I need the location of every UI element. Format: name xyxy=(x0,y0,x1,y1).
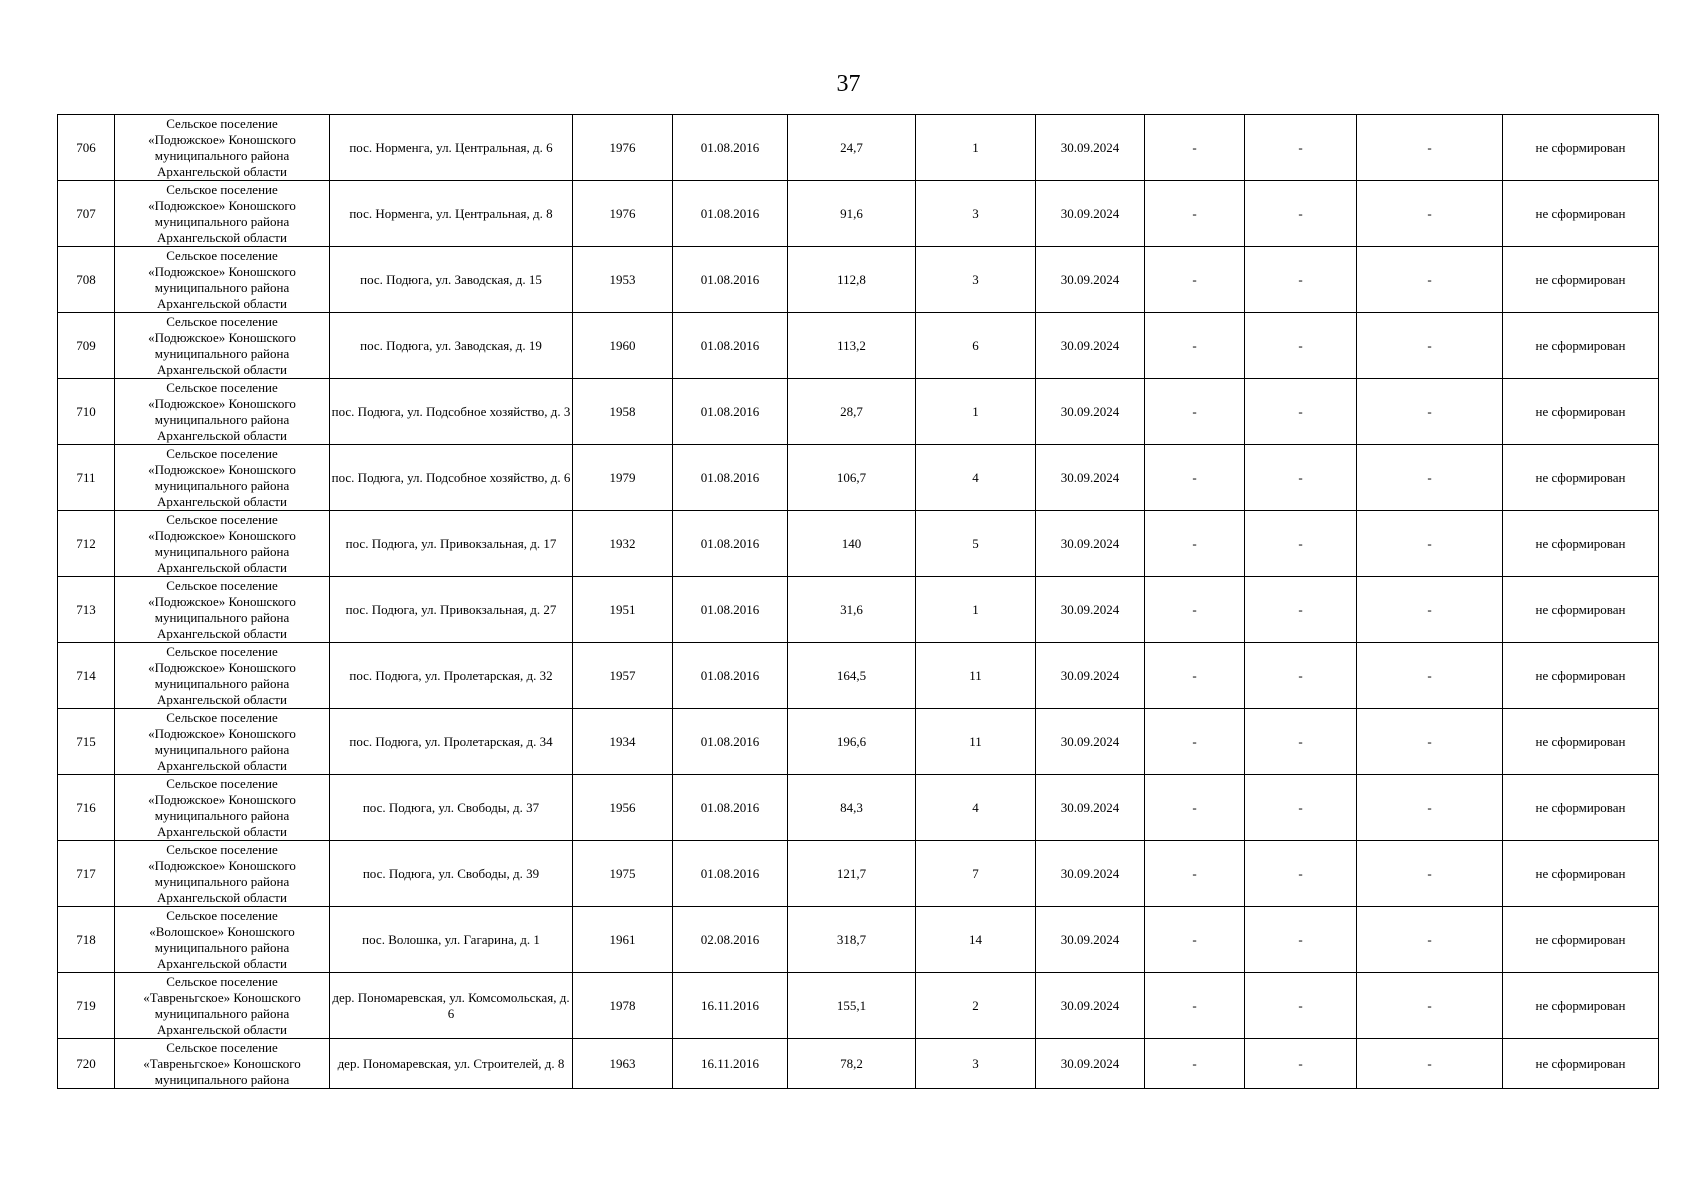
resettlement-deadline-cell: 30.09.2024 xyxy=(1036,775,1145,841)
resettlement-deadline-cell: 30.09.2024 xyxy=(1036,313,1145,379)
dash-cell: - xyxy=(1145,907,1245,973)
resettlement-deadline-cell: 30.09.2024 xyxy=(1036,973,1145,1039)
dash-cell: - xyxy=(1145,115,1245,181)
resettlement-deadline-cell: 30.09.2024 xyxy=(1036,445,1145,511)
dash-cell: - xyxy=(1245,775,1357,841)
year-built-cell: 1932 xyxy=(573,511,673,577)
dash-cell: - xyxy=(1145,709,1245,775)
table-row xyxy=(58,973,1659,1039)
row-number: 718 xyxy=(58,907,115,973)
residents-cell: 1 xyxy=(916,577,1036,643)
dash-cell: - xyxy=(1245,1039,1357,1089)
area-cell: 196,6 xyxy=(788,709,916,775)
dash-cell: - xyxy=(1245,445,1357,511)
resettlement-deadline-cell: 30.09.2024 xyxy=(1036,643,1145,709)
table-row xyxy=(58,115,1659,181)
year-built-cell: 1976 xyxy=(573,115,673,181)
dash-cell: - xyxy=(1245,247,1357,313)
settlement-cell: Сельское поселение «Волошское» Коношского муниципального района Архангельской области xyxy=(115,907,330,973)
table-row xyxy=(58,181,1659,247)
year-built-cell: 1934 xyxy=(573,709,673,775)
dash-cell: - xyxy=(1245,709,1357,775)
dash-cell: - xyxy=(1357,643,1503,709)
residents-cell: 3 xyxy=(916,181,1036,247)
dash-cell: - xyxy=(1245,973,1357,1039)
status-cell: не сформирован xyxy=(1503,643,1659,709)
dash-cell: - xyxy=(1357,1039,1503,1089)
table-row xyxy=(58,313,1659,379)
dash-cell: - xyxy=(1357,907,1503,973)
year-built-cell: 1953 xyxy=(573,247,673,313)
year-built-cell: 1963 xyxy=(573,1039,673,1089)
resettlement-deadline-cell: 30.09.2024 xyxy=(1036,379,1145,445)
residents-cell: 3 xyxy=(916,1039,1036,1089)
settlement-cell: Сельское поселение «Подюжское» Коношского муниципального района Архангельской области xyxy=(115,247,330,313)
row-number: 710 xyxy=(58,379,115,445)
table-row xyxy=(58,511,1659,577)
dash-cell: - xyxy=(1245,643,1357,709)
settlement-cell: Сельское поселение «Подюжское» Коношского муниципального района Архангельской области xyxy=(115,709,330,775)
recognition-date-cell: 01.08.2016 xyxy=(673,511,788,577)
table-row xyxy=(58,247,1659,313)
table-row xyxy=(58,577,1659,643)
status-cell: не сформирован xyxy=(1503,379,1659,445)
recognition-date-cell: 01.08.2016 xyxy=(673,841,788,907)
status-cell: не сформирован xyxy=(1503,841,1659,907)
resettlement-deadline-cell: 30.09.2024 xyxy=(1036,181,1145,247)
residents-cell: 4 xyxy=(916,445,1036,511)
row-number: 716 xyxy=(58,775,115,841)
dash-cell: - xyxy=(1145,577,1245,643)
settlement-cell: Сельское поселение «Подюжское» Коношского муниципального района Архангельской области xyxy=(115,181,330,247)
table-row xyxy=(58,907,1659,973)
resettlement-deadline-cell: 30.09.2024 xyxy=(1036,907,1145,973)
dash-cell: - xyxy=(1357,313,1503,379)
status-cell: не сформирован xyxy=(1503,775,1659,841)
dash-cell: - xyxy=(1145,775,1245,841)
dash-cell: - xyxy=(1357,445,1503,511)
year-built-cell: 1976 xyxy=(573,181,673,247)
row-number: 720 xyxy=(58,1039,115,1089)
recognition-date-cell: 01.08.2016 xyxy=(673,115,788,181)
dash-cell: - xyxy=(1357,511,1503,577)
settlement-cell: Сельское поселение «Подюжское» Коношского муниципального района Архангельской области xyxy=(115,577,330,643)
resettlement-deadline-cell: 30.09.2024 xyxy=(1036,1039,1145,1089)
residents-cell: 1 xyxy=(916,115,1036,181)
recognition-date-cell: 01.08.2016 xyxy=(673,643,788,709)
residents-cell: 11 xyxy=(916,643,1036,709)
settlement-cell: Сельское поселение «Подюжское» Коношского муниципального района Архангельской области xyxy=(115,379,330,445)
year-built-cell: 1957 xyxy=(573,643,673,709)
status-cell: не сформирован xyxy=(1503,907,1659,973)
area-cell: 155,1 xyxy=(788,973,916,1039)
year-built-cell: 1978 xyxy=(573,973,673,1039)
table-row xyxy=(58,1039,1659,1089)
settlement-cell: Сельское поселение «Подюжское» Коношского муниципального района Архангельской области xyxy=(115,775,330,841)
year-built-cell: 1960 xyxy=(573,313,673,379)
area-cell: 113,2 xyxy=(788,313,916,379)
area-cell: 112,8 xyxy=(788,247,916,313)
dash-cell: - xyxy=(1357,247,1503,313)
status-cell: не сформирован xyxy=(1503,247,1659,313)
table-row xyxy=(58,775,1659,841)
recognition-date-cell: 01.08.2016 xyxy=(673,181,788,247)
dash-cell: - xyxy=(1357,973,1503,1039)
year-built-cell: 1975 xyxy=(573,841,673,907)
row-number: 717 xyxy=(58,841,115,907)
row-number: 712 xyxy=(58,511,115,577)
address-cell: пос. Подюга, ул. Подсобное хозяйство, д. 3 xyxy=(330,379,573,445)
settlement-cell: Сельское поселение «Подюжское» Коношского муниципального района Архангельской области xyxy=(115,511,330,577)
residents-cell: 7 xyxy=(916,841,1036,907)
recognition-date-cell: 01.08.2016 xyxy=(673,775,788,841)
residents-cell: 11 xyxy=(916,709,1036,775)
resettlement-deadline-cell: 30.09.2024 xyxy=(1036,115,1145,181)
residents-cell: 3 xyxy=(916,247,1036,313)
table-row xyxy=(58,445,1659,511)
resettlement-deadline-cell: 30.09.2024 xyxy=(1036,247,1145,313)
dash-cell: - xyxy=(1357,379,1503,445)
resettlement-deadline-cell: 30.09.2024 xyxy=(1036,841,1145,907)
area-cell: 121,7 xyxy=(788,841,916,907)
status-cell: не сформирован xyxy=(1503,115,1659,181)
status-cell: не сформирован xyxy=(1503,445,1659,511)
row-number: 706 xyxy=(58,115,115,181)
residents-cell: 14 xyxy=(916,907,1036,973)
dash-cell: - xyxy=(1357,775,1503,841)
resettlement-deadline-cell: 30.09.2024 xyxy=(1036,511,1145,577)
dash-cell: - xyxy=(1145,643,1245,709)
address-cell: пос. Подюга, ул. Пролетарская, д. 34 xyxy=(330,709,573,775)
dash-cell: - xyxy=(1245,115,1357,181)
resettlement-deadline-cell: 30.09.2024 xyxy=(1036,709,1145,775)
area-cell: 318,7 xyxy=(788,907,916,973)
area-cell: 91,6 xyxy=(788,181,916,247)
address-cell: пос. Подюга, ул. Заводская, д. 19 xyxy=(330,313,573,379)
year-built-cell: 1958 xyxy=(573,379,673,445)
dash-cell: - xyxy=(1357,841,1503,907)
dash-cell: - xyxy=(1245,577,1357,643)
dash-cell: - xyxy=(1245,313,1357,379)
address-cell: пос. Норменга, ул. Центральная, д. 8 xyxy=(330,181,573,247)
residents-cell: 5 xyxy=(916,511,1036,577)
status-cell: не сформирован xyxy=(1503,1039,1659,1089)
area-cell: 140 xyxy=(788,511,916,577)
address-cell: пос. Подюга, ул. Свободы, д. 39 xyxy=(330,841,573,907)
status-cell: не сформирован xyxy=(1503,973,1659,1039)
address-cell: пос. Подюга, ул. Заводская, д. 15 xyxy=(330,247,573,313)
dash-cell: - xyxy=(1357,181,1503,247)
area-cell: 106,7 xyxy=(788,445,916,511)
dash-cell: - xyxy=(1357,577,1503,643)
settlement-cell: Сельское поселение «Подюжское» Коношского муниципального района Архангельской области xyxy=(115,115,330,181)
status-cell: не сформирован xyxy=(1503,709,1659,775)
table-row xyxy=(58,841,1659,907)
dash-cell: - xyxy=(1145,181,1245,247)
dash-cell: - xyxy=(1145,313,1245,379)
year-built-cell: 1956 xyxy=(573,775,673,841)
settlement-cell: Сельское поселение «Подюжское» Коношского муниципального района Архангельской области xyxy=(115,313,330,379)
dash-cell: - xyxy=(1245,379,1357,445)
address-cell: пос. Подюга, ул. Привокзальная, д. 17 xyxy=(330,511,573,577)
address-cell: пос. Подюга, ул. Пролетарская, д. 32 xyxy=(330,643,573,709)
status-cell: не сформирован xyxy=(1503,577,1659,643)
dash-cell: - xyxy=(1357,709,1503,775)
dash-cell: - xyxy=(1145,379,1245,445)
address-cell: дер. Пономаревская, ул. Комсомольская, д. 6 xyxy=(330,973,573,1039)
dash-cell: - xyxy=(1145,247,1245,313)
residents-cell: 1 xyxy=(916,379,1036,445)
area-cell: 84,3 xyxy=(788,775,916,841)
area-cell: 31,6 xyxy=(788,577,916,643)
row-number: 708 xyxy=(58,247,115,313)
status-cell: не сформирован xyxy=(1503,511,1659,577)
area-cell: 28,7 xyxy=(788,379,916,445)
recognition-date-cell: 01.08.2016 xyxy=(673,379,788,445)
dash-cell: - xyxy=(1145,511,1245,577)
dash-cell: - xyxy=(1145,445,1245,511)
recognition-date-cell: 16.11.2016 xyxy=(673,1039,788,1089)
row-number: 713 xyxy=(58,577,115,643)
table-body xyxy=(58,115,1659,1089)
settlement-cell: Сельское поселение «Подюжское» Коношского муниципального района Архангельской области xyxy=(115,643,330,709)
dash-cell: - xyxy=(1245,841,1357,907)
residents-cell: 2 xyxy=(916,973,1036,1039)
residents-cell: 6 xyxy=(916,313,1036,379)
year-built-cell: 1979 xyxy=(573,445,673,511)
area-cell: 24,7 xyxy=(788,115,916,181)
dash-cell: - xyxy=(1145,973,1245,1039)
recognition-date-cell: 02.08.2016 xyxy=(673,907,788,973)
page-number: 37 xyxy=(836,71,861,97)
settlement-cell: Сельское поселение «Подюжское» Коношского муниципального района Архангельской области xyxy=(115,841,330,907)
address-cell: дер. Пономаревская, ул. Строителей, д. 8 xyxy=(330,1039,573,1089)
dash-cell: - xyxy=(1145,1039,1245,1089)
status-cell: не сформирован xyxy=(1503,181,1659,247)
address-cell: пос. Норменга, ул. Центральная, д. 6 xyxy=(330,115,573,181)
table-row xyxy=(58,643,1659,709)
recognition-date-cell: 01.08.2016 xyxy=(673,445,788,511)
year-built-cell: 1961 xyxy=(573,907,673,973)
recognition-date-cell: 01.08.2016 xyxy=(673,247,788,313)
row-number: 709 xyxy=(58,313,115,379)
resettlement-deadline-cell: 30.09.2024 xyxy=(1036,577,1145,643)
dash-cell: - xyxy=(1357,115,1503,181)
row-number: 707 xyxy=(58,181,115,247)
area-cell: 78,2 xyxy=(788,1039,916,1089)
year-built-cell: 1951 xyxy=(573,577,673,643)
table-row xyxy=(58,379,1659,445)
residents-cell: 4 xyxy=(916,775,1036,841)
row-number: 719 xyxy=(58,973,115,1039)
row-number: 714 xyxy=(58,643,115,709)
recognition-date-cell: 01.08.2016 xyxy=(673,709,788,775)
address-cell: пос. Подюга, ул. Подсобное хозяйство, д. 6 xyxy=(330,445,573,511)
address-cell: пос. Подюга, ул. Свободы, д. 37 xyxy=(330,775,573,841)
area-cell: 164,5 xyxy=(788,643,916,709)
recognition-date-cell: 01.08.2016 xyxy=(673,577,788,643)
status-cell: не сформирован xyxy=(1503,313,1659,379)
address-cell: пос. Волошка, ул. Гагарина, д. 1 xyxy=(330,907,573,973)
dash-cell: - xyxy=(1145,841,1245,907)
dash-cell: - xyxy=(1245,907,1357,973)
dash-cell: - xyxy=(1245,181,1357,247)
settlement-cell: Сельское поселение «Подюжское» Коношского муниципального района Архангельской области xyxy=(115,445,330,511)
housing-registry-table xyxy=(57,114,1659,1089)
row-number: 715 xyxy=(58,709,115,775)
address-cell: пос. Подюга, ул. Привокзальная, д. 27 xyxy=(330,577,573,643)
settlement-cell: Сельское поселение «Тавреньгское» Коношского муниципального района xyxy=(115,1039,330,1089)
row-number: 711 xyxy=(58,445,115,511)
settlement-cell: Сельское поселение «Тавреньгское» Коношского муниципального района Архангельской области xyxy=(115,973,330,1039)
dash-cell: - xyxy=(1245,511,1357,577)
recognition-date-cell: 16.11.2016 xyxy=(673,973,788,1039)
table-row xyxy=(58,709,1659,775)
recognition-date-cell: 01.08.2016 xyxy=(673,313,788,379)
